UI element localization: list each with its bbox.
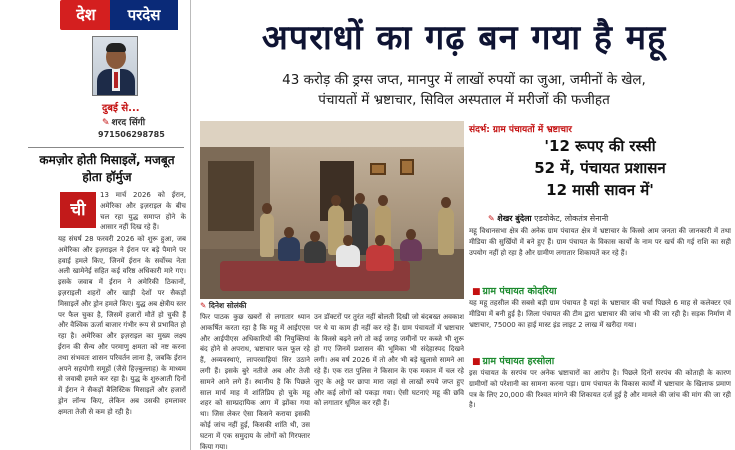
subheadline xyxy=(198,70,730,110)
photo-caption-name: दिनेश सोलंकी xyxy=(208,301,247,310)
right-body-section-1: यह महू तहसील की सबसे बड़ी ग्राम पंचायत है यहां के भ्रष्टाचार की चर्चा पिछले 6 माह से कलेक्टर एवं मीडिया में बनी हुई है। जिला पंचायत की टीम द्वारा भ्रष्टाचार की जांच भी की जा रही है। सड़क निर्माण में भ्रष्टाचार, 75000 का हाई मास्ट इंड लाइट 2 लाख में खरीदा गया। xyxy=(469,299,731,329)
context-tag: संदर्भ: ग्राम पंचायतों में भ्रष्टाचार xyxy=(469,125,572,135)
pen-icon: ✎ xyxy=(488,214,498,223)
pen-icon: ✎ xyxy=(102,118,110,128)
photo-caption xyxy=(200,301,247,311)
news-photo xyxy=(200,121,464,299)
drop-cap: ची xyxy=(60,192,96,228)
left-article-headline: कमज़ोर होती मिसाइलें, मजबूत होता हॉर्मुज xyxy=(39,153,175,184)
reporter-role: एडवोकेट, लोकतंत्र सेनानी xyxy=(534,214,609,223)
section-heading xyxy=(472,284,557,297)
main-headline: अपराधों का गढ़ बन गया है महू xyxy=(261,18,667,58)
author-location: दुबई से... xyxy=(102,103,140,114)
middle-body-column-1: फिर पाठक कुछ खबरों से लगातार ध्यान आकर्षित करता रहा है कि महू में आईएएस और आईपीएस अधिकारियों की नियुक्तियां बंद होने से अपराध, भ्रष्टाचार फल फूल रहे हैं, अव्यवस्थाएं, लापरवाहियां सिर उठाने लगी हैं। इसके बुरे नतीजे अब और तेजी सामने आने लगे हैं। स्थानीय है कि पिछले साल मार्च माह में शांतिप्रिय हो चुके महू शहर को साम्प्रदायिक आग में झोंका गया था। जिस लेकर ऐसा किसने कराया इसकी कोई जांच नहीं हुई, किसकी शांति थी, उस घटना में एक समुदाय के लोगों को गिरफ्तार किया गया। xyxy=(200,313,310,450)
right-body-intro: महू विधानसभा क्षेत्र की अनेक ग्राम पंचायत क्षेत्र में भ्रष्टाचार के किस्से आम जनता की जानकारी में तथा मीडिया की सुर्खियों में बने हुए हैं। ग्राम पंचायत के विकास कार्यों के नाम पर खर्च की गई राशि का सही उपयोग नहीं हो रहा है और ग्रामीण लगातार शिकायतें कर रहे हैं। xyxy=(469,227,731,257)
reporter-name: शेखर बुंदेला xyxy=(497,214,532,223)
author-name: शरद सिंगी xyxy=(111,118,146,128)
subheadline-line: 43 करोड़ की ड्रग्स जप्त, मानपुर में लाखों रुपयों का जुआ, जमीनों के खेल, xyxy=(282,72,646,88)
quote-headline xyxy=(469,135,731,201)
square-bullet-icon: ■ xyxy=(472,357,481,367)
left-column xyxy=(0,0,190,450)
middle-body-column-2: उन डॉक्टरों पर तुरंत नहीं बोलती दिखी जो बंदबख्त अवकाश पर थे या काम ही नहीं कर रहे हैं। ग्राम पंचायतों में भ्रष्टाचार के किस्से बढ़ने लगे तो कई जगह जमीनों पर कब्जे भी शुरू हो गए जिनमें प्रशासन की भूमिका भी संदेहास्पद दिखने लगी। अब वर्ष 2026 में तो और भी बड़े खुलासे सामने आ रहे हैं। एक रात पुलिस ने किसान के एक मकान में चल रहे जुए के अड्डे पर छापा मारा जहां से लाखों रुपये जप्त हुए और कई लोगों को पकड़ा गया। ऐसी घटनाएं महू की छवि को लगातार धूमिल कर रही हैं। xyxy=(314,313,464,408)
column-divider xyxy=(190,0,191,450)
section-heading-text: ग्राम पंचायत हरसोला xyxy=(482,356,555,367)
quote-line: '12 रूपए की रस्सी xyxy=(544,137,656,155)
quote-line: 52 में, पंचायत प्रशासन xyxy=(534,159,666,177)
right-body-section-2: इस पंचायत के सरपंच पर अनेक भ्रष्टाचारों का आरोप है। पिछले दिनों सरपंच की कोताही के कारण ग्रामीणों को परेशानी का सामना करना पड़ा। ग्राम पंचायत के विकास कार्यों में भ्रष्टाचार के खिलाफ प्रमाण पत्र के लिए 20,000 की रिश्वत मांगने की शिकायत दर्ज हुई है और मामले की जांच की मांग की जा रही है। xyxy=(469,369,731,410)
square-bullet-icon: ■ xyxy=(472,287,481,297)
author-byline xyxy=(102,115,145,128)
reporter-byline xyxy=(488,213,608,224)
section-heading xyxy=(472,354,554,367)
left-article-body: यह संघर्ष 28 फरवरी 2026 को शुरू हुआ, जब अमेरिका और इज़राइल ने ईरान पर बड़े पैमाने पर हवाई हमले किए, जिनमें ईरान के सर्वोच्च नेता अली खामेनेई सहित कई वरिष्ठ अधिकारी मारे गए। इसके जवाब में ईरान ने अमेरिकी ठिकानों, इज़राइली शहरों और खाड़ी देशों पर सैकड़ों मिसाइलें और ड्रोन हमले किए। युद्ध अब क्षेत्रीय स्तर पर फैल चुका है, जिसमें हजारों मौतें हो चुकी हैं और वैश्विक ऊर्जा बाजार गंभीर रूप से प्रभावित हो रहा है। अमेरिका और इज़राइल का मुख्य लक्ष्य ईरान की सैन्य और परमाणु क्षमता को नष्ट करना तथा संभवतः शासन परिवर्तन लाना है, जबकि ईरान अपने सहयोगी समूहों (जैसे हिज़्बुल्लाह) के माध्यम से जवाबी हमले कर रहा है। युद्ध के शुरुआती दिनों में ईरान ने सैकड़ों बैलिस्टिक मिसाइलें और हजारों ड्रोन लॉन्च किए, लेकिन अब उसकी हमलावर क्षमता तेजी से कम हो रही है। xyxy=(58,235,186,416)
author-photo xyxy=(92,36,138,96)
column-masthead xyxy=(60,0,180,30)
left-article-body-intro: 13 मार्च 2026 को ईरान, अमेरिका और इज़राइल के बीच चल रहा युद्ध समाप्त होने के आसार नहीं दिख रहे हैं। xyxy=(100,191,186,232)
quote-line: 12 मासी सावन में' xyxy=(546,181,654,199)
section-heading-text: ग्राम पंचायत कोदरिया xyxy=(482,286,557,297)
divider xyxy=(28,147,184,148)
author-phone: 971506298785 xyxy=(98,130,165,139)
subheadline-line: पंचायतों में भ्रष्टाचार, सिविल अस्पताल में मरीजों की फजीहत xyxy=(318,92,610,108)
masthead-pardes: परदेस xyxy=(110,0,178,30)
masthead-desh: देश xyxy=(60,0,112,30)
pen-icon: ✎ xyxy=(200,301,209,310)
